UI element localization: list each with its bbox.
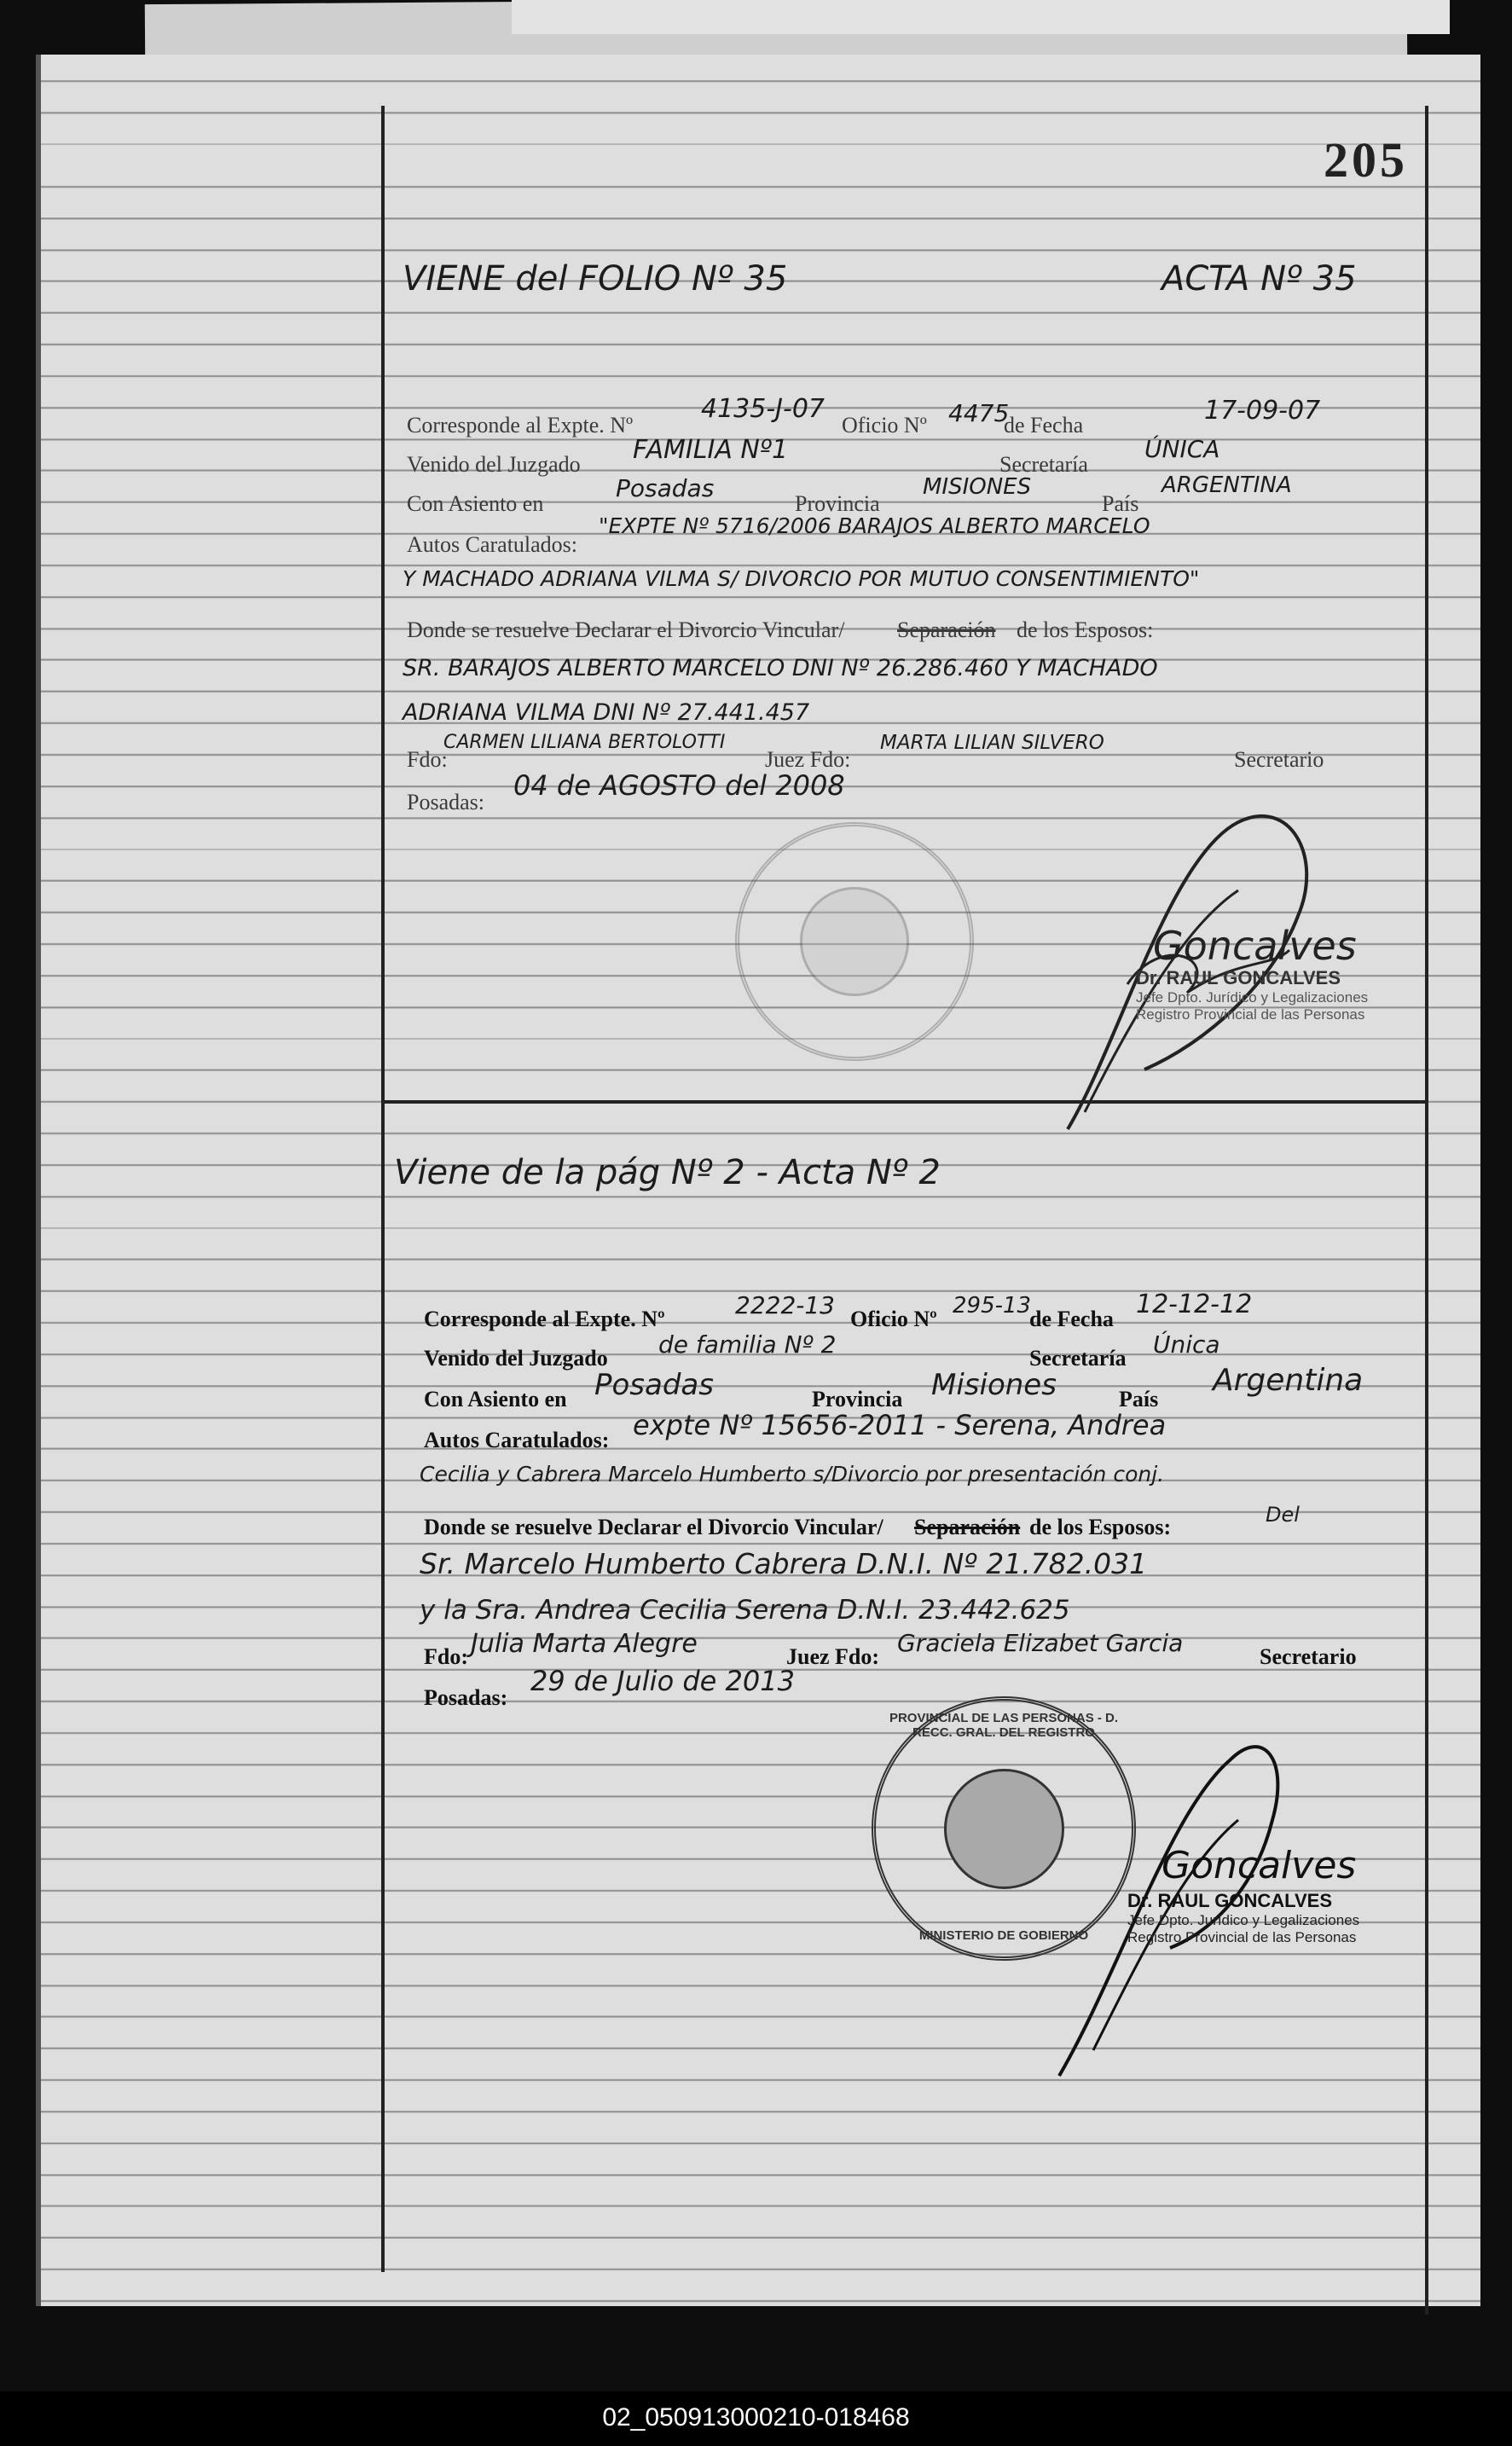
acta1-signatory-name: Dr. RAUL GONCALVES <box>1136 967 1341 988</box>
acta2-corresponde-label: Corresponde al Expte. Nº <box>424 1307 665 1331</box>
left-margin-rule <box>381 106 385 2272</box>
acta2-fdo-label: Fdo: <box>424 1644 468 1669</box>
acta1-expte: 4135-J-07 <box>701 394 826 424</box>
acta2-oficio: 295-13 <box>953 1293 1032 1319</box>
acta1-esposos-line1: SR. BARAJOS ALBERTO MARCELO DNI Nº 26.286.460 Y MACHADO <box>403 655 1158 681</box>
acta2-fdo: Julia Marta Alegre <box>471 1629 698 1659</box>
acta2-secretario-label: Secretario <box>1260 1644 1357 1669</box>
acta1-oficio: 4475 <box>948 399 1010 427</box>
acta2-posadas-label: Posadas: <box>424 1685 508 1710</box>
acta2-autos-line2: Cecilia y Cabrera Marcelo Humberto s/Divorcio por presentación conj. <box>420 1462 1165 1487</box>
acta2-posadas: 29 de Julio de 2013 <box>530 1665 795 1697</box>
acta1-provincia: MISIONES <box>923 474 1032 500</box>
acta2-signatory-office: Registro Provincial de las Personas <box>1127 1929 1357 1945</box>
acta1-faded-seal <box>735 822 974 1061</box>
acta1-juzgado: FAMILIA Nº1 <box>633 435 789 465</box>
acta2-asiento: Posadas <box>594 1368 714 1402</box>
acta1-autos-label: Autos Caratulados: <box>407 532 578 557</box>
acta2-pais: Argentina <box>1213 1363 1364 1398</box>
acta2-esposos-label: de los Esposos: <box>1029 1515 1172 1539</box>
acta2-esposos-tail: Del <box>1266 1503 1300 1527</box>
acta1-pais: ARGENTINA <box>1162 472 1292 498</box>
acta2-provincia: Misiones <box>931 1368 1057 1402</box>
acta2-seal-text-top: PROVINCIAL DE LAS PERSONAS - D. RECC. GRAL. DEL REGISTRO <box>889 1711 1119 1740</box>
acta2-oficio-label: Oficio Nº <box>850 1307 937 1331</box>
acta1-fdo-label: Fdo: <box>407 747 448 772</box>
acta2-seal-text-bottom: MINISTERIO DE GOBIERNO <box>918 1928 1089 1943</box>
acta1-esposos-line2: ADRIANA VILMA DNI Nº 27.441.457 <box>403 699 810 726</box>
image-caption: 02_050913000210-018468 <box>602 2403 910 2432</box>
acta2-separacion-struck: Separación <box>914 1515 1021 1539</box>
acta2-esposos-line1: Sr. Marcelo Humberto Cabrera D.N.I. Nº 21.782.031 <box>420 1547 1148 1580</box>
register-page <box>36 55 1480 2306</box>
acta1-asiento: Posadas <box>616 474 715 502</box>
acta1-asiento-label: Con Asiento en <box>407 491 544 516</box>
acta2-signatory-title: Jefe Dpto. Jurídico y Legalizaciones <box>1127 1912 1360 1928</box>
acta1-juez-label: Juez Fdo: <box>765 747 851 772</box>
acta1-esposos-label: de los Esposos: <box>1017 617 1154 642</box>
acta1-provincia-label: Provincia <box>795 491 880 516</box>
acta2-signatory-block <box>1127 1890 1359 1946</box>
acta1-seal-emblem <box>800 887 909 996</box>
acta1-signatory-title: Jefe Dpto. Jurídico y Legalizaciones <box>1136 989 1369 1006</box>
acta2-secretaria-label: Secretaría <box>1029 1346 1127 1371</box>
acta1-signature: Goncalves <box>1153 923 1357 969</box>
acta1-posadas: 04 de AGOSTO del 2008 <box>513 769 845 802</box>
acta2-fecha: 12-12-12 <box>1136 1290 1253 1319</box>
acta2-secretaria: Única <box>1153 1330 1220 1359</box>
acta1-autos-line2: Y MACHADO ADRIANA VILMA S/ DIVORCIO POR MUTUO CONSENTIMIENTO" <box>403 566 1200 591</box>
acta1-signatory-office: Registro Provincial de las Personas <box>1136 1006 1365 1023</box>
acta2-juez-label: Juez Fdo: <box>786 1644 880 1669</box>
acta2-autos-label: Autos Caratulados: <box>424 1428 610 1452</box>
acta1-pais-label: País <box>1102 491 1139 516</box>
acta1-secretario-label: Secretario <box>1234 747 1324 772</box>
right-margin-rule <box>1425 106 1428 2315</box>
acta2-fecha-label: de Fecha <box>1029 1307 1114 1331</box>
acta2-autos-line1: expte Nº 15656-2011 - Serena, Andrea <box>633 1409 1167 1441</box>
acta2-header: Viene de la pág Nº 2 - Acta Nº 2 <box>394 1153 941 1192</box>
acta1-autos-line1: "EXPTE Nº 5716/2006 BARAJOS ALBERTO MARCELO <box>599 513 1150 538</box>
acta2-pais-label: País <box>1119 1387 1159 1411</box>
acta1-header-left: VIENE del FOLIO Nº 35 <box>403 259 788 299</box>
acta2-juzgado: de familia Nº 2 <box>658 1330 837 1359</box>
acta1-venido-label: Venido del Juzgado <box>407 452 581 477</box>
acta1-corresponde-label: Corresponde al Expte. Nº <box>407 413 634 438</box>
acta2-venido-label: Venido del Juzgado <box>424 1346 608 1371</box>
acta2-asiento-label: Con Asiento en <box>424 1387 567 1411</box>
acta2-signature: Goncalves <box>1162 1844 1357 1887</box>
acta2-expte: 2222-13 <box>735 1291 835 1319</box>
acta1-secretaria: ÚNICA <box>1144 435 1220 463</box>
acta1-secretario-fdo: MARTA LILIAN SILVERO <box>880 732 1104 754</box>
acta1-posadas-label: Posadas: <box>407 790 484 814</box>
acta2-secretario-fdo: Graciela Elizabet Garcia <box>897 1629 1184 1657</box>
acta2-provincia-label: Provincia <box>812 1387 903 1411</box>
acta1-fecha-label: de Fecha <box>1004 413 1084 438</box>
acta1-donde-label: Donde se resuelve Declarar el Divorcio Vincular/ <box>407 617 845 642</box>
acta2-donde-label: Donde se resuelve Declarar el Divorcio Vincular/ <box>424 1515 883 1539</box>
acta1-secretaria-label: Secretaría <box>999 452 1088 477</box>
folio-number: 205 <box>1324 132 1408 188</box>
acta1-fecha: 17-09-07 <box>1204 396 1321 426</box>
acta1-fdo: CARMEN LILIANA BERTOLOTTI <box>443 732 726 753</box>
left-margin-column <box>36 55 381 2306</box>
acta2-signatory-name: Dr. RAUL GONCALVES <box>1127 1890 1332 1911</box>
acta2-esposos-line2: y la Sra. Andrea Cecilia Serena D.N.I. 23.442.625 <box>420 1595 1070 1626</box>
acta1-oficio-label: Oficio Nº <box>842 413 927 438</box>
background-paper-top-2 <box>512 0 1450 34</box>
acta1-separacion-struck: Separación <box>897 617 996 642</box>
acta1-signatory-block <box>1136 967 1368 1023</box>
acta1-header-right: ACTA Nº 35 <box>1162 259 1357 299</box>
